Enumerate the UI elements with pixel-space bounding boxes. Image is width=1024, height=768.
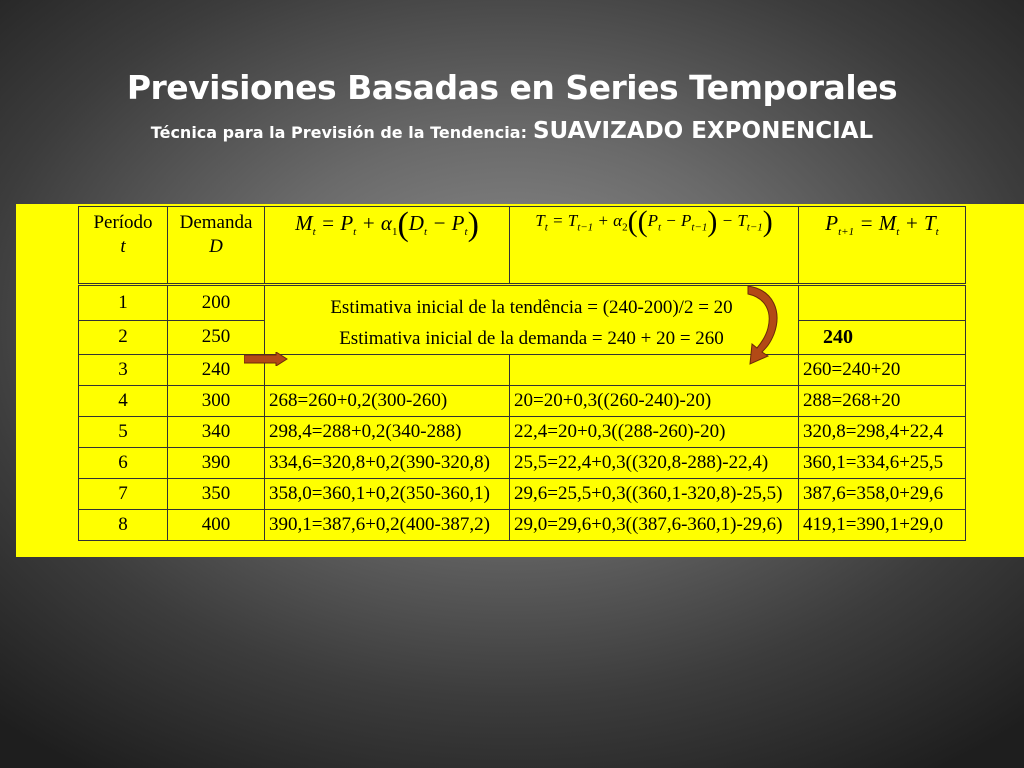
cell-demand: 200	[168, 285, 265, 321]
cell-smoothed: 298,4=288+0,2(340-288)	[265, 417, 510, 448]
callout-240: 240	[823, 326, 853, 348]
table-row	[79, 386, 966, 417]
cell-demand: 240	[168, 355, 265, 386]
cell-forecast: 288=268+20	[799, 386, 966, 417]
slide-title: Previsiones Basadas en Series Temporales	[126, 68, 898, 107]
table-row	[79, 417, 966, 448]
cell-trend: 25,5=22,4+0,3((320,8-288)-22,4)	[510, 448, 799, 479]
cell-trend: 20=20+0,3((260-240)-20)	[510, 386, 799, 417]
cell-forecast: 260=240+20	[799, 355, 966, 386]
table-row	[79, 355, 966, 386]
header-period	[79, 207, 168, 285]
cell-forecast: 320,8=298,4+22,4	[799, 417, 966, 448]
cell-forecast: 360,1=334,6+25,5	[799, 448, 966, 479]
header-period-label: Período	[93, 212, 153, 233]
cell-period: 2	[79, 320, 168, 354]
header-demand	[168, 207, 265, 285]
cell-period: 4	[79, 386, 168, 417]
cell-trend: 22,4=20+0,3((288-260)-20)	[510, 417, 799, 448]
cell-demand: 400	[168, 510, 265, 541]
cell-period: 1	[79, 285, 168, 321]
subtitle-prefix: Técnica para la Previsión de la Tendencia:	[150, 123, 527, 142]
cell-demand: 390	[168, 448, 265, 479]
formula-smoothed-average: $M_t = P_t + \alpha_1(D_t - P_t)$	[265, 207, 510, 285]
table-header-row	[79, 207, 966, 285]
cell-demand: 250	[168, 320, 265, 354]
cell-forecast: 387,6=358,0+29,6	[799, 479, 966, 510]
curved-arrow-icon	[744, 282, 784, 366]
cell-smoothed: 358,0=360,1+0,2(350-360,1)	[265, 479, 510, 510]
table-row	[79, 479, 966, 510]
forecast-table	[78, 206, 966, 541]
cell-smoothed: 268=260+0,2(300-260)	[265, 386, 510, 417]
cell-smoothed	[265, 355, 510, 386]
cell-period: 8	[79, 510, 168, 541]
header-demand-label: Demanda	[179, 212, 253, 233]
cell-trend: 29,6=25,5+0,3((360,1-320,8)-25,5)	[510, 479, 799, 510]
formula-forecast: $P_{t+1} = M_t + T_t$	[799, 207, 966, 285]
cell-demand: 350	[168, 479, 265, 510]
subtitle-main: SUAVIZADO EXPONENCIAL	[532, 118, 874, 144]
cell-period: 3	[79, 355, 168, 386]
cell-period: 7	[79, 479, 168, 510]
right-arrow-icon	[244, 352, 288, 366]
cell-period: 5	[79, 417, 168, 448]
cell-period: 6	[79, 448, 168, 479]
cell-demand: 340	[168, 417, 265, 448]
table-row	[79, 448, 966, 479]
initial-estimates-cell	[265, 285, 799, 355]
table-row	[79, 510, 966, 541]
table-row	[79, 285, 966, 321]
cell-smoothed: 390,1=387,6+0,2(400-387,2)	[265, 510, 510, 541]
formula-trend: $T_t = T_{t-1} + \alpha_2((P_t - P_{t-1}) - T_{t-1})$	[510, 207, 799, 285]
header-period-var: t	[120, 236, 126, 257]
cell-trend: 29,0=29,6+0,3((387,6-360,1)-29,6)	[510, 510, 799, 541]
slide-subtitle	[0, 118, 1024, 144]
header-demand-var: D	[209, 236, 223, 257]
trend-estimate-text: Estimativa inicial de la tendência = (240-200)/2 = 20	[330, 297, 733, 318]
demand-estimate-text: Estimativa inicial de la demanda = 240 + 20 = 260	[339, 328, 724, 349]
cell-smoothed: 334,6=320,8+0,2(390-320,8)	[265, 448, 510, 479]
cell-demand: 300	[168, 386, 265, 417]
cell-forecast: 419,1=390,1+29,0	[799, 510, 966, 541]
cell-forecast	[799, 285, 966, 321]
